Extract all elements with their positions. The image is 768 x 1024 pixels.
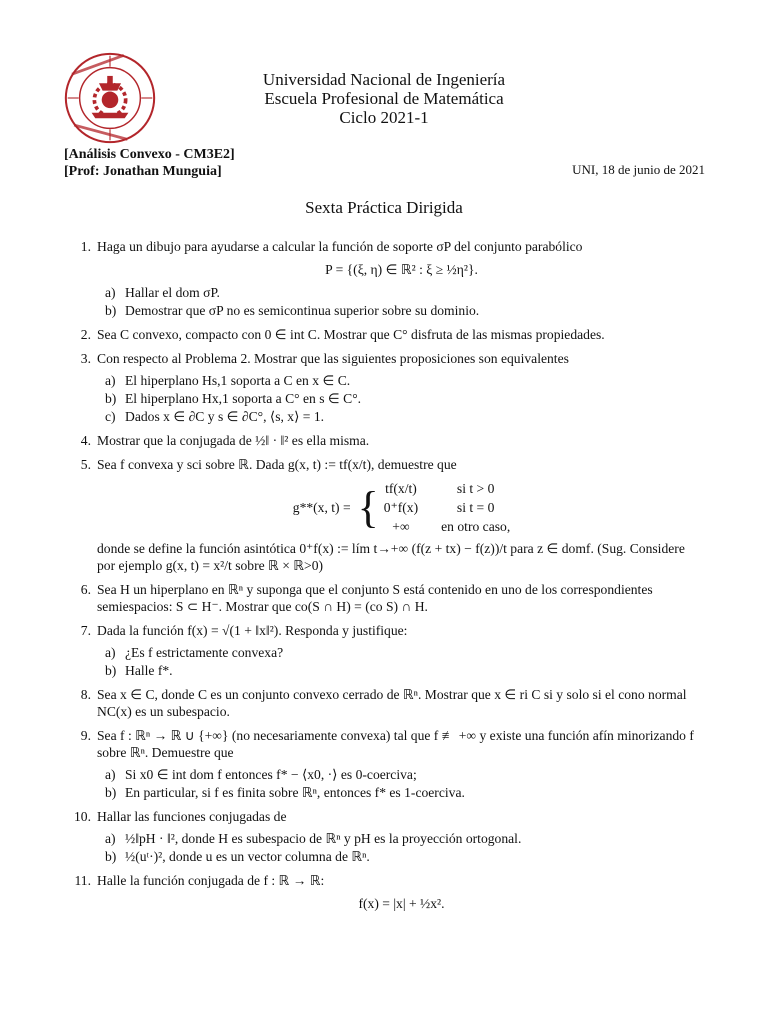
left-brace: { xyxy=(357,482,379,532)
subitem: b) Demostrar que σP no es semicontinua superior sobre su dominio. xyxy=(105,303,480,318)
subitem: b) El hiperplano Hx,1 soporta a C° en s ∈ C°. xyxy=(105,391,362,406)
problem-list xyxy=(64,238,706,919)
subitem: a) ½‖pH · ‖², donde H es subespacio de ℝⁿ y pH es la proyección ortogonal. xyxy=(105,831,522,846)
professor-name: [Prof: Jonathan Munguia] xyxy=(64,164,222,179)
subitems xyxy=(105,644,706,679)
subitems xyxy=(105,766,706,801)
problem-text: Con respecto al Problema 2. Mostrar que las siguientes proposiciones son equivalentes xyxy=(97,351,569,366)
problem-text: Sea x ∈ C, donde C es un conjunto convexo cerrado de ℝⁿ. Mostrar que x ∈ ri C si y solo si el cono normal NC(x) es un subespacio. xyxy=(97,687,687,719)
course-info xyxy=(64,146,235,180)
problem-5 xyxy=(64,456,706,574)
subitem: c) Dados x ∈ ∂C y s ∈ ∂C°, ⟨s, x⟩ = 1. xyxy=(105,409,325,424)
display-math: P = {(ξ, η) ∈ ℝ² : ξ ≥ ½η²}. xyxy=(325,262,478,277)
problem-text: Sea H un hiperplano en ℝⁿ y suponga que el conjunto S está contenido en uno de los correspondientes semiespacios: S ⊂ H⁻. Mostrar que co(S ∩ H) = (co S) ∩ H. xyxy=(97,582,653,614)
problem-number: 3. xyxy=(80,351,91,366)
date: UNI, 18 de junio de 2021 xyxy=(572,162,705,177)
subitems xyxy=(105,830,706,865)
problem-number: 2. xyxy=(80,327,91,342)
cases-table: g**(x, t) = { tf(x/t) si t > 0 0⁺f(x) si t = 0 +∞ en otro caso, xyxy=(292,481,511,534)
subitems xyxy=(105,284,706,319)
problem-10 xyxy=(64,808,706,865)
subitem: a) Hallar el dom σP. xyxy=(105,285,220,300)
problem-text: Sea f : ℝⁿ → ℝ ∪ {+∞} (no necesariamente convexa) tal que f ≢ +∞ y existe una función afín minorizando f sobre ℝⁿ. Demuestre que xyxy=(97,728,694,760)
problem-4 xyxy=(64,432,706,449)
problem-9 xyxy=(64,727,706,801)
subitem: b) En particular, si f es finita sobre ℝⁿ, entonces f* es 1-coerciva. xyxy=(105,785,465,800)
problem-number: 1. xyxy=(80,239,91,254)
problem-number: 4. xyxy=(80,433,91,448)
subitems xyxy=(105,372,706,425)
problem-3 xyxy=(64,350,706,425)
header xyxy=(0,70,768,127)
university-name: Universidad Nacional de Ingeniería xyxy=(262,70,506,89)
problem-continuation: donde se define la función asintótica 0⁺f(x) := lím t→+∞ (f(z + tx) − f(z))/t para z ∈ domf. (Sug. Considere por ejemplo g(x, t) = x²/t sobre ℝ × ℝ>0) xyxy=(97,541,685,573)
problem-7 xyxy=(64,622,706,679)
piecewise-definition xyxy=(97,479,706,536)
problem-text: Halle la función conjugada de f : ℝ → ℝ: xyxy=(97,873,325,888)
subitem: a) El hiperplano Hs,1 soporta a C en x ∈ C. xyxy=(105,373,351,388)
problem-number: 11. xyxy=(74,873,91,888)
problem-6 xyxy=(64,581,706,615)
problem-number: 8. xyxy=(80,687,91,702)
cycle: Ciclo 2021-1 xyxy=(339,108,429,127)
subitem: b) ½(uᵗ·)², donde u es un vector columna de ℝⁿ. xyxy=(105,849,370,864)
problem-2 xyxy=(64,326,706,343)
problem-text: Mostrar que la conjugada de ½‖ · ‖² es ella misma. xyxy=(97,433,370,448)
problem-text: Dada la función f(x) = √(1 + ‖x‖²). Responda y justifique: xyxy=(97,623,408,638)
problem-text: Hallar las funciones conjugadas de xyxy=(97,809,287,824)
subitem: b) Halle f*. xyxy=(105,663,173,678)
document-title: Sexta Práctica Dirigida xyxy=(305,198,463,217)
problem-number: 10. xyxy=(74,809,91,824)
problem-number: 9. xyxy=(80,728,91,743)
problem-number: 7. xyxy=(80,623,91,638)
subitem: a) ¿Es f estrictamente convexa? xyxy=(105,645,284,660)
school-name: Escuela Profesional de Matemática xyxy=(264,89,504,108)
course-name: [Análisis Convexo - CM3E2] xyxy=(64,147,235,162)
problem-text: Sea C convexo, compacto con 0 ∈ int C. Mostrar que C° disfruta de las mismas propiedades. xyxy=(97,327,605,342)
display-math: f(x) = |x| + ½x². xyxy=(358,896,445,911)
problem-text: Haga un dibujo para ayudarse a calcular la función de soporte σP del conjunto parabólico xyxy=(97,239,583,254)
problem-text: Sea f convexa y sci sobre ℝ. Dada g(x, t) := tf(x/t), demuestre que xyxy=(97,457,457,472)
problem-number: 5. xyxy=(80,457,91,472)
subitem: a) Si x0 ∈ int dom f entonces f* − ⟨x0, ·⟩ es 0-coerciva; xyxy=(105,767,417,782)
problem-11 xyxy=(64,872,706,912)
problem-number: 6. xyxy=(80,582,91,597)
problem-8 xyxy=(64,686,706,720)
problem-1 xyxy=(64,238,706,319)
